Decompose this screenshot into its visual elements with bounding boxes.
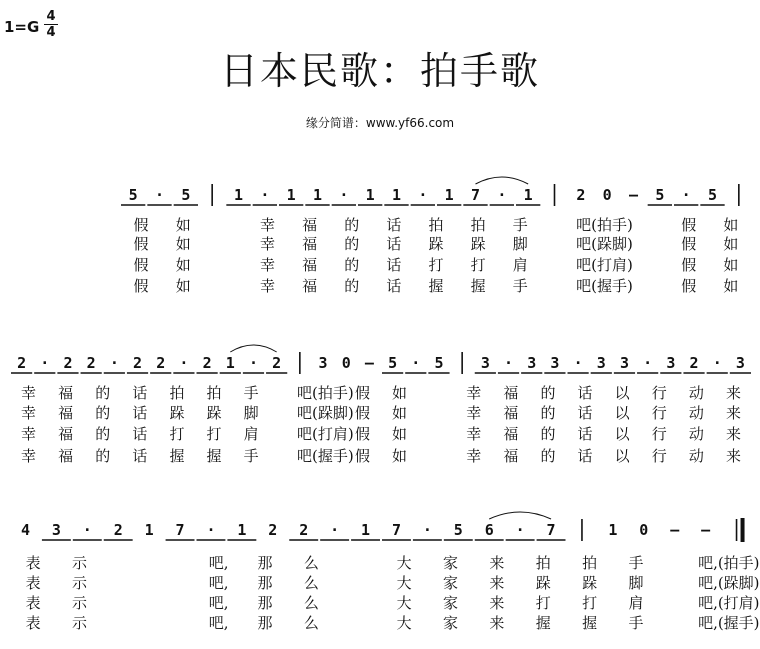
lyric-syllable: 跺 <box>169 404 185 422</box>
lyric-syllable: 打 <box>206 425 222 443</box>
lyric-syllable: 幸 <box>466 404 482 422</box>
lyric-syllable: 拍 <box>206 384 222 402</box>
note: 5 <box>388 354 398 372</box>
lyric-syllable: 的 <box>540 384 556 402</box>
lyric-syllable: 来 <box>489 574 505 592</box>
lyric-syllable: 那 <box>257 574 273 592</box>
note: 1 <box>523 186 533 204</box>
lyric-syllable: 么 <box>303 574 319 592</box>
lyric-syllable: 肩 <box>628 594 644 612</box>
lyric-syllable: 以 <box>614 425 630 443</box>
note: 2 <box>133 354 143 372</box>
note: 1 <box>237 521 247 539</box>
time-signature-bottom: 4 <box>46 25 56 40</box>
lyric-syllable: 幸 <box>21 447 37 465</box>
final-barline <box>741 518 745 542</box>
note: · <box>422 521 432 539</box>
note: 2 <box>113 521 123 539</box>
lyric-syllable: 示 <box>72 574 88 592</box>
note: 3 <box>596 354 606 372</box>
lyric-syllable: 幸 <box>21 425 37 443</box>
lyric-syllable: 话 <box>386 277 402 295</box>
lyric-syllable: 吧(跺脚) <box>296 404 354 422</box>
lyric-syllable: 吧(打肩) <box>576 256 633 274</box>
lyric-syllable: 握 <box>169 447 185 465</box>
note: · <box>712 354 722 372</box>
note: 2 <box>299 521 309 539</box>
lyric-syllable: 如 <box>723 235 739 253</box>
lyric-syllable: 话 <box>386 235 402 253</box>
note: – <box>701 521 711 539</box>
lyric-syllable: 家 <box>443 554 459 572</box>
lyric-syllable: 的 <box>540 425 556 443</box>
lyric-syllable: 那 <box>257 554 273 572</box>
lyric-syllable: 吧,(跺脚) <box>698 574 760 592</box>
lyric-syllable: 握 <box>470 277 486 295</box>
note: 2 <box>576 186 586 204</box>
lyric-syllable: 幸 <box>466 447 482 465</box>
note: 5 <box>434 354 444 372</box>
lyric-syllable: 幸 <box>466 384 482 402</box>
lyric-syllable: 假 <box>133 277 149 295</box>
slur <box>230 345 276 352</box>
lyric-syllable: 福 <box>302 277 318 295</box>
note: · <box>418 186 428 204</box>
lyric-syllable: 大 <box>396 594 412 612</box>
lyric-syllable: 拍 <box>470 216 486 234</box>
lyric-syllable: 么 <box>303 614 319 632</box>
note: · <box>573 354 583 372</box>
lyric-syllable: 手 <box>512 216 528 234</box>
note: 2 <box>689 354 699 372</box>
note: · <box>339 186 349 204</box>
lyric-syllable: 如 <box>175 235 191 253</box>
note: 2 <box>268 521 278 539</box>
note: 3 <box>51 521 61 539</box>
lyric-syllable: 假 <box>354 425 370 443</box>
lyric-syllable: 动 <box>688 404 704 422</box>
lyric-syllable: 的 <box>344 216 360 234</box>
lyric-syllable: 来 <box>725 425 741 443</box>
lyric-syllable: 吧,(拍手) <box>698 554 760 572</box>
lyric-syllable: 打 <box>535 594 551 612</box>
note: 0 <box>602 186 612 204</box>
lyric-syllable: 的 <box>95 447 111 465</box>
lyric-syllable: 跺 <box>428 235 444 253</box>
lyric-syllable: 行 <box>651 404 667 422</box>
lyric-syllable: 示 <box>72 614 88 632</box>
lyric-syllable: 话 <box>132 384 148 402</box>
note: 1 <box>365 186 375 204</box>
note: – <box>670 521 680 539</box>
lyric-syllable: 吧(跺脚) <box>576 235 633 253</box>
lyric-syllable: 握 <box>535 614 551 632</box>
lyric-syllable: 话 <box>386 256 402 274</box>
lyric-syllable: 幸 <box>259 235 275 253</box>
lyric-syllable: 脚 <box>243 404 259 422</box>
note: 3 <box>619 354 629 372</box>
lyric-syllable: 表 <box>25 614 41 632</box>
note: 5 <box>655 186 665 204</box>
lyric-syllable: 脚 <box>512 235 528 253</box>
note: 5 <box>707 186 718 204</box>
lyric-syllable: 打 <box>470 256 486 274</box>
lyric-syllable: 来 <box>489 594 505 612</box>
lyric-syllable: 来 <box>489 554 505 572</box>
lyric-syllable: 假 <box>133 235 149 253</box>
note: 1 <box>608 521 618 539</box>
lyric-syllable: 行 <box>651 425 667 443</box>
note: · <box>411 354 421 372</box>
note: 6 <box>484 521 494 539</box>
lyric-syllable: 那 <box>257 614 273 632</box>
note: 0 <box>341 354 351 372</box>
lyric-syllable: 幸 <box>259 216 275 234</box>
lyric-syllable: 家 <box>443 594 459 612</box>
note: 3 <box>318 354 328 372</box>
note: 0 <box>639 521 649 539</box>
lyric-syllable: 福 <box>503 425 519 443</box>
lyric-syllable: 假 <box>133 216 149 234</box>
lyric-syllable: 拍 <box>582 554 598 572</box>
lyric-syllable: 吧(拍手) <box>576 216 633 234</box>
note: 3 <box>550 354 560 372</box>
note: 2 <box>86 354 96 372</box>
lyric-syllable: 吧, <box>208 554 229 572</box>
note: · <box>206 521 216 539</box>
note: 5 <box>181 186 191 204</box>
note: · <box>154 186 165 204</box>
note: · <box>504 354 514 372</box>
lyric-syllable: 福 <box>58 404 74 422</box>
note: 2 <box>202 354 212 372</box>
lyric-syllable: 福 <box>58 425 74 443</box>
lyric-syllable: 话 <box>132 404 148 422</box>
note: · <box>497 186 507 204</box>
note: 1 <box>233 186 244 204</box>
lyric-syllable: 跺 <box>206 404 222 422</box>
lyric-syllable: 拍 <box>428 216 444 234</box>
lyric-syllable: 如 <box>392 404 408 422</box>
lyric-syllable: 来 <box>725 447 741 465</box>
lyric-syllable: 假 <box>681 216 697 234</box>
note: · <box>260 186 270 204</box>
lyric-syllable: 吧, <box>208 574 229 592</box>
note: 1 <box>225 354 235 372</box>
slur <box>489 512 551 519</box>
lyric-syllable: 动 <box>688 447 704 465</box>
lyric-syllable: 假 <box>354 447 370 465</box>
lyric-syllable: 动 <box>688 425 704 443</box>
lyric-syllable: 拍 <box>169 384 185 402</box>
lyric-syllable: 示 <box>72 554 88 572</box>
note: · <box>643 354 653 372</box>
lyric-syllable: 打 <box>582 594 598 612</box>
note: 5 <box>453 521 463 539</box>
lyric-syllable: 行 <box>651 447 667 465</box>
key-signature: 1=G <box>4 18 40 36</box>
lyric-syllable: 假 <box>133 256 149 274</box>
lyric-syllable: 如 <box>392 425 408 443</box>
note: 7 <box>391 521 401 539</box>
lyric-syllable: 的 <box>95 384 111 402</box>
note: 1 <box>144 521 154 539</box>
slur <box>476 177 529 184</box>
note: · <box>681 186 691 204</box>
lyric-syllable: 打 <box>428 256 444 274</box>
lyric-syllable: 如 <box>175 256 191 274</box>
note: 3 <box>735 354 745 372</box>
lyric-syllable: 那 <box>257 594 273 612</box>
note: – <box>628 186 639 204</box>
lyric-syllable: 如 <box>175 277 191 295</box>
lyric-syllable: 手 <box>628 614 644 632</box>
lyric-syllable: 握 <box>428 277 444 295</box>
lyric-syllable: 握 <box>582 614 598 632</box>
lyric-syllable: 假 <box>354 404 370 422</box>
note: – <box>364 354 374 372</box>
note: 3 <box>666 354 676 372</box>
lyric-syllable: 大 <box>396 554 412 572</box>
lyric-syllable: 话 <box>577 384 593 402</box>
lyric-syllable: 拍 <box>535 554 551 572</box>
lyric-syllable: 表 <box>25 594 41 612</box>
lyric-syllable: 来 <box>725 404 741 422</box>
lyric-syllable: 话 <box>577 447 593 465</box>
lyric-syllable: 大 <box>396 614 412 632</box>
lyric-syllable: 假 <box>354 384 370 402</box>
lyric-syllable: 家 <box>443 614 459 632</box>
note: 1 <box>286 186 296 204</box>
lyric-syllable: 幸 <box>259 256 275 274</box>
lyric-syllable: 打 <box>169 425 185 443</box>
lyric-syllable: 福 <box>302 256 318 274</box>
note: · <box>330 521 340 539</box>
lyric-syllable: 福 <box>58 447 74 465</box>
lyric-syllable: 吧,(握手) <box>698 614 760 632</box>
lyric-syllable: 如 <box>392 447 408 465</box>
lyric-syllable: 手 <box>628 554 644 572</box>
lyric-syllable: 假 <box>681 256 697 274</box>
lyric-syllable: 的 <box>344 277 360 295</box>
source-credit: 缘分简谱：www.yf66.com <box>305 116 455 130</box>
lyric-syllable: 表 <box>25 554 41 572</box>
lyric-syllable: 话 <box>577 404 593 422</box>
lyric-syllable: 手 <box>243 384 259 402</box>
time-signature-top: 4 <box>46 9 56 24</box>
lyric-syllable: 的 <box>540 447 556 465</box>
lyric-syllable: 吧, <box>208 614 229 632</box>
lyric-syllable: 吧,(打肩) <box>698 594 760 612</box>
lyric-syllable: 以 <box>614 384 630 402</box>
note: · <box>109 354 119 372</box>
lyric-syllable: 假 <box>681 277 697 295</box>
note: 7 <box>546 521 556 539</box>
lyric-syllable: 手 <box>512 277 528 295</box>
lyric-syllable: 幸 <box>21 384 37 402</box>
lyric-syllable: 来 <box>489 614 505 632</box>
lyric-syllable: 话 <box>132 447 148 465</box>
note: · <box>82 521 92 539</box>
note: 1 <box>312 186 323 204</box>
lyric-syllable: 如 <box>392 384 408 402</box>
lyric-syllable: 肩 <box>512 256 528 274</box>
lyric-syllable: 福 <box>503 404 519 422</box>
lyric-syllable: 福 <box>503 447 519 465</box>
note: · <box>179 354 189 372</box>
note: 7 <box>470 186 481 204</box>
lyric-syllable: 的 <box>95 425 111 443</box>
lyric-syllable: 福 <box>302 216 318 234</box>
note: 2 <box>63 354 73 372</box>
lyric-syllable: 话 <box>386 216 402 234</box>
lyric-syllable: 如 <box>723 216 739 234</box>
lyric-syllable: 的 <box>95 404 111 422</box>
lyric-syllable: 表 <box>25 574 41 592</box>
lyric-syllable: 福 <box>58 384 74 402</box>
lyric-syllable: 吧(打肩) <box>296 425 354 443</box>
lyric-syllable: 吧(握手) <box>296 447 354 465</box>
lyric-syllable: 家 <box>443 574 459 592</box>
lyric-syllable: 吧(拍手) <box>296 384 354 402</box>
lyric-syllable: 握 <box>206 447 222 465</box>
note: 2 <box>272 354 282 372</box>
lyric-syllable: 示 <box>72 594 88 612</box>
lyric-syllable: 幸 <box>259 277 275 295</box>
lyric-syllable: 如 <box>175 216 191 234</box>
lyric-syllable: 脚 <box>628 574 644 592</box>
song-title: 日本民歌：拍手歌 <box>219 49 540 93</box>
lyric-syllable: 话 <box>132 425 148 443</box>
lyric-syllable: 的 <box>540 404 556 422</box>
lyric-syllable: 以 <box>614 447 630 465</box>
lyric-syllable: 动 <box>688 384 704 402</box>
lyric-syllable: 吧(握手) <box>576 277 633 295</box>
lyric-syllable: 如 <box>723 277 739 295</box>
note: · <box>248 354 258 372</box>
note: 1 <box>444 186 454 204</box>
lyric-syllable: 大 <box>396 574 412 592</box>
lyric-syllable: 假 <box>681 235 697 253</box>
note: 1 <box>391 186 402 204</box>
lyric-syllable: 的 <box>344 235 360 253</box>
lyric-syllable: 的 <box>344 256 360 274</box>
lyric-syllable: 跺 <box>582 574 598 592</box>
lyric-syllable: 肩 <box>243 425 259 443</box>
lyric-syllable: 行 <box>651 384 667 402</box>
lyric-syllable: 福 <box>302 235 318 253</box>
note: 5 <box>128 186 138 204</box>
lyric-syllable: 话 <box>577 425 593 443</box>
note: 2 <box>156 354 166 372</box>
lyric-syllable: 跺 <box>470 235 486 253</box>
note: 1 <box>361 521 371 539</box>
note: · <box>515 521 525 539</box>
lyric-syllable: 手 <box>243 447 259 465</box>
lyric-syllable: 么 <box>303 554 319 572</box>
lyric-syllable: 么 <box>303 594 319 612</box>
lyric-syllable: 如 <box>723 256 739 274</box>
lyric-syllable: 以 <box>614 404 630 422</box>
lyric-syllable: 幸 <box>21 404 37 422</box>
note: 3 <box>527 354 537 372</box>
note: 3 <box>480 354 490 372</box>
lyric-syllable: 吧, <box>208 594 229 612</box>
lyric-syllable: 跺 <box>535 574 551 592</box>
lyric-syllable: 来 <box>725 384 741 402</box>
lyric-syllable: 幸 <box>466 425 482 443</box>
lyric-syllable: 福 <box>503 384 519 402</box>
note: 2 <box>17 354 27 372</box>
note: 4 <box>20 521 30 539</box>
note: · <box>40 354 50 372</box>
note: 7 <box>175 521 185 539</box>
